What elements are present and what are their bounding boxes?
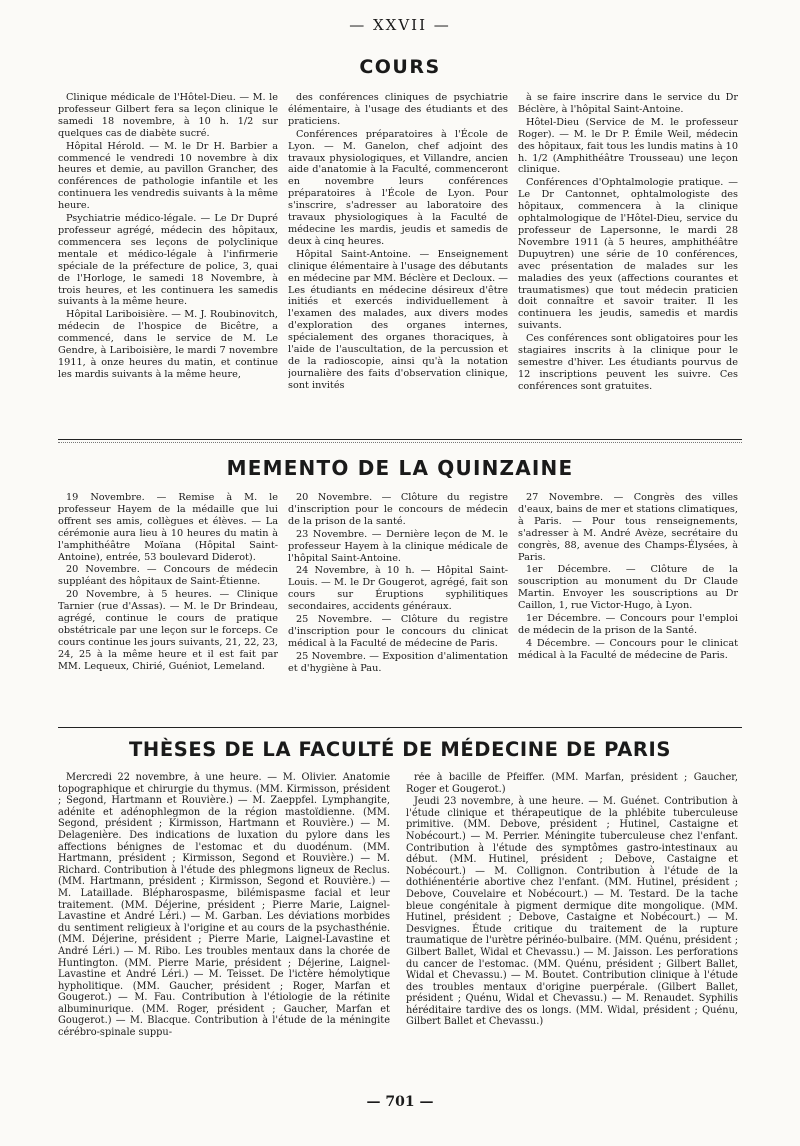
cours-paragraph: Clinique médicale de l'Hôtel-Dieu. — M. le professeur Gilbert fera sa leçon clinique le samedi 18 novembre, à 10 h. 1/2 sur quelques cas de diabète sucré. [58,92,278,139]
theses-column-1 [58,772,390,1077]
theses-paragraph: rée à bacille de Pfeiffer. (MM. Marfan, président ; Gaucher, Roger et Gougerot.) [406,772,738,795]
cours-columns [58,92,738,430]
memento-column-3 [518,492,738,720]
theses-columns [58,772,738,1077]
memento-column-2 [288,492,508,720]
memento-entry: 19 Novembre. — Remise à M. le professeur Hayem de la médaille que lui offrent ses amis, collègues et élèves. — La cérémonie aura lieu à 10 heures du matin à l'amphithéâtre Moïana (Hôpital Saint-Antoine), entrée, 53 boulevard Diderot). [58,492,278,563]
cours-paragraph: Ces conférences sont obligatoires pour les stagiaires inscrits à la clinique pour le semestre d'hiver. Les étudiants pourvus de 12 inscriptions peuvent les suivre. Ces conférences sont gratuites. [518,333,738,392]
cours-paragraph: Hôtel-Dieu (Service de M. le professeur Roger). — M. le Dr P. Émile Weil, médecin des hôpitaux, fait tous les lundis matins à 10 h. 1/2 (Amphithéâtre Trousseau) une leçon clinique. [518,116,738,176]
dotted-divider [58,442,742,443]
memento-column-1 [58,492,278,720]
memento-entry: 1er Décembre. — Clôture de la souscription au monument du Dr Claude Martin. Envoyer les souscriptions au Dr Caillon, 1, rue Victor-Hugo, à Lyon. [518,564,738,612]
memento-entry: 20 Novembre, à 5 heures. — Clinique Tarnier (rue d'Assas). — M. le Dr Brindeau, agrégé, continue le cours de pratique obstétricale par une leçon sur le forceps. Ce cours continue les jours suivants, 21, 22, 23, 24, 25 à la même heure et il est fait par MM. Lequeux, Chirié, Guéniot, Lemeland. [58,589,278,672]
theses-column-2 [406,772,738,1077]
theses-heading: THÈSES DE LA FACULTÉ DE MÉDECINE DE PARIS [129,738,671,761]
memento-entry: 1er Décembre. — Concours pour l'emploi de médecin de la prison de la Santé. [518,613,738,636]
memento-entry: 20 Novembre. — Clôture du registre d'inscription pour le concours de médecin de la prison de la santé. [288,492,508,527]
cours-paragraph: Hôpital Saint-Antoine. — Enseignement clinique élémentaire à l'usage des débutants en médecine par MM. Béclère et Decloux. — Les étudiants en médecine désireux d'être initiés et exercés individuellement à l'examen des malades, aux divers modes d'exploration des organes internes, spécialement des organes thoraciques, à l'aide de l'auscultation, de la percussion et de la radioscopie, ainsi qu'à la notation journalière des faits d'observation clinique, sont invités [288,248,508,391]
cours-paragraph: Hôpital Hérold. — M. le Dr H. Barbier a commencé le vendredi 10 novembre à dix heures et demie, au pavillon Grancher, des conférences de pathologie infantile et les continuera les vendredis suivants à la même heure. [58,140,278,212]
cours-paragraph: à se faire inscrire dans le service du Dr Béclère, à l'hôpital Saint-Antoine. [518,92,738,115]
memento-entry: 27 Novembre. — Congrès des villes d'eaux, bains de mer et stations climatiques, à Paris. — Pour tous renseignements, s'adresser à M. André Avèze, secrétaire du congrès, 88, avenue des Champs-Élysées, à Paris. [518,492,738,563]
memento-entry: 25 Novembre. — Clôture du registre d'inscription pour le concours du clinicat médical à la Faculté de médecine de Paris. [288,614,508,649]
memento-entry: 24 Novembre, à 10 h. — Hôpital Saint-Louis. — M. le Dr Gougerot, agrégé, fait son cours sur Éruptions syphilitiques secondaires, accidents généraux. [288,565,508,613]
memento-entry: 25 Novembre. — Exposition d'alimentation et d'hygiène à Pau. [288,650,508,674]
cours-paragraph: Conférences d'Ophtalmologie pratique. — Le Dr Cantonnet, ophtalmologiste des hôpitaux, commencera à la clinique ophtalmologique de l'Hôtel-Dieu, service du professeur de Lapersonne, le mardi 28 Novembre 1911 (à 5 heures, amphithéâtre Dupuytren) une série de 10 conférences, avec présentation de malades sur les maladies des yeux (affections courantes et traumatismes) que tout médecin praticien doit connaître et savoir traiter. Il les continuera les jeudis, samedis et mardis suivants. [518,177,738,332]
memento-entry: 20 Novembre. — Concours de médecin suppléant des hôpitaux de Saint-Étienne. [58,564,278,588]
section-divider [58,727,742,728]
cours-column-3 [518,92,738,430]
memento-columns [58,492,738,720]
cours-paragraph: des conférences cliniques de psychiatrie élémentaire, à l'usage des étudiants et des praticiens. [288,92,508,127]
cours-column-2 [288,92,508,430]
memento-entry: 23 Novembre. — Dernière leçon de M. le professeur Hayem à la clinique médicale de l'hôpital Saint-Antoine. [288,528,508,564]
cours-paragraph: Hôpital Lariboisière. — M. J. Roubinovitch, médecin de l'hospice de Bicêtre, a commencé, dans le service de M. Le Gendre, à Lariboisière, le mardi 7 novembre 1911, à onze heures du matin, et continue les mardis suivants à la même heure, [58,309,278,380]
memento-entry: 4 Décembre. — Concours pour le clinicat médical à la Faculté de médecine de Paris. [518,637,738,661]
theses-paragraph: Jeudi 23 novembre, à une heure. — M. Guénet. Contribution à l'étude clinique et thérapeutique de la phlébite tuberculeuse primitive. (MM. Debove, président ; Hutinel, Castaigne et Nobécourt.) — M. Perrier. Méningite tuberculeuse chez l'enfant. Contribution à l'étude des symptômes gastro-intestinaux au début. (MM. Hutinel, président ; Debove, Castaigne et Nobécourt.) — M. Collignon. Contribution à l'étude de la dothiénentérie abortive chez l'enfant. (MM. Hutinel, président ; Debove, Couvelaire et Nobécourt.) — M. Testard. De la tache bleue congénitale à pigment dermique dite mongolique. (MM. Hutinel, président ; Debove, Castaigne et Nobécourt.) — M. Desvignes. Étude critique du traitement de la rupture traumatique de l'urètre périnéo-bulbaire. (MM. Quénu, président ; Gilbert Ballet, Widal et Chevassu.) — M. Jaisson. Les perforations du cancer de l'estomac. (MM. Quénu, président ; Gilbert Ballet, Widal et Chevassu.) — M. Boutet. Contribution clinique à l'étude des troubles mentaux d'origine puerpérale. (Gilbert Ballet, président ; Quénu, Widal et Chevassu.) — M. Renaudet. Syphilis héréditaire tardive des os longs. (MM. Widal, président ; Quénu, Gilbert Ballet et Chevassu.) [406,796,738,1028]
cours-paragraph: Psychiatrie médico-légale. — Le Dr Dupré professeur agrégé, médecin des hôpitaux, commencera ses leçons de polyclinique mentale et médico-légale à l'infirmerie spéciale de la préfecture de police, 3, quai de l'Horloge, le samedi 18 Novembre, à trois heures, et les continuera les samedis suivants à la même heure. [58,213,278,308]
cours-paragraph: Conférences préparatoires à l'École de Lyon. — M. Ganelon, chef adjoint des travaux physiologiques, et Villandre, ancien aide d'anatomie à la Faculté, commenceront en novembre leurs conférences préparatoires à l'École de Lyon. Pour s'inscrire, s'adresser au laboratoire des travaux physiologiques à la Faculté de médecine les mardis, jeudis et samedis de deux à cinq heures. [288,128,508,247]
page-folio-number: — 701 — [366,1094,434,1110]
cours-column-1 [58,92,278,430]
theses-paragraph: Mercredi 22 novembre, à une heure. — M. Olivier. Anatomie topographique et chirurgie du thymus. (MM. Kirmisson, président ; Segond, Hartmann et Rouvière.) — M. Zaeppfel. Lymphangite, adénite et adénophlegmon de la région mastoïdienne. (MM. Segond, président ; Kirmisson, Hartmann et Rouvière.) — M. Delagenière. Des indications de luxation du pylore dans les affections bénignes de l'estomac et du duodénum. (MM. Hartmann, président ; Kirmisson, Segond et Rouvière.) — M. Richard. Contribution à l'étude des phlegmons ligneux de Reclus. (MM. Hartmann, président ; Kirmisson, Segond et Rouvière.) — M. Lataillade. Blépharospasme, bilémispasme facial et leur traitement. (MM. Déjerine, président ; Pierre Marie, Laignel-Lavastine et André Léri.) — M. Garban. Les déviations morbides du sentiment religieux à l'origine et au cours de la psychasthénie. (MM. Déjerine, président ; Pierre Marie, Laignel-Lavastine et André Léri.) — M. Ribo. Les troubles mentaux dans la chorée de Huntington. (MM. Pierre Marie, président ; Déjerine, Laignel-Lavastine et André Léri.) — M. Teisset. De l'ictère hémolytique hypholitique. (MM. Gaucher, président ; Roger, Marfan et Gougerot.) — M. Fau. Contribution à l'étiologie de la rétinite albuminurique. (MM. Roger, président ; Gaucher, Marfan et Gougerot.) — M. Blacque. Contribution à l'étude de la méningite cérébro-spinale suppu- [58,772,390,1039]
section-divider [58,439,742,440]
memento-heading: MEMENTO DE LA QUINZAINE [226,456,574,480]
page-header-number: — XXVII — [349,16,451,34]
cours-heading: COURS [359,56,441,78]
